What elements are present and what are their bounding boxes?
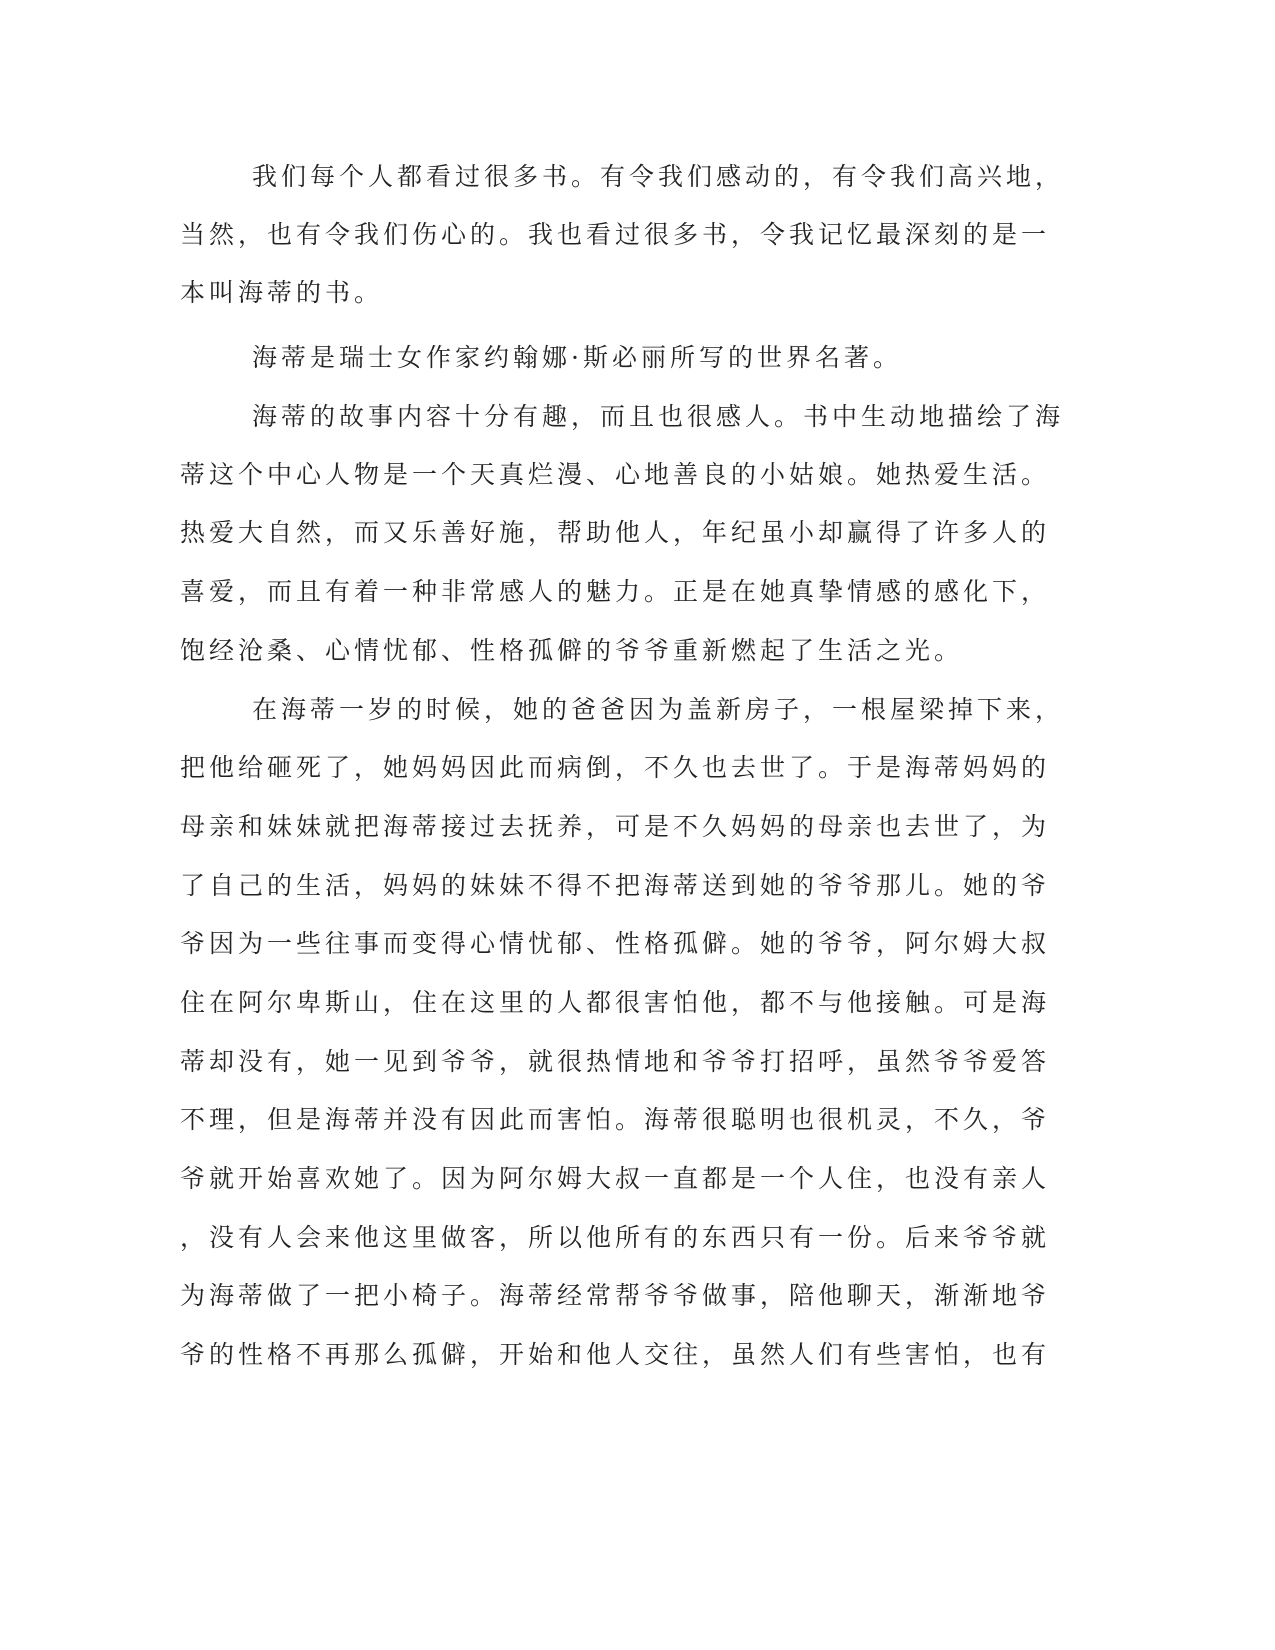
text-line: 爷因为一些往事而变得心情忧郁、性格孤僻。她的爷爷，阿尔姆大叔 <box>180 929 1051 958</box>
text-line: 把他给砸死了，她妈妈因此而病倒，不久也去世了。于是海蒂妈妈的 <box>180 753 1051 782</box>
text-line: 当然，也有令我们伤心的。我也看过很多书，令我记忆最深刻的是一 <box>180 220 1051 249</box>
text-line: 爷就开始喜欢她了。因为阿尔姆大叔一直都是一个人住，也没有亲人 <box>180 1164 1051 1193</box>
text-line: 饱经沧桑、心情忧郁、性格孤僻的爷爷重新燃起了生活之光。 <box>180 636 964 665</box>
text-line: 本叫海蒂的书。 <box>180 278 384 307</box>
text-line: 蒂这个中心人物是一个天真烂漫、心地善良的小姑娘。她热爱生活。 <box>180 460 1051 489</box>
text-line: 在海蒂一岁的时候，她的爸爸因为盖新房子，一根屋梁掉下来， <box>252 695 1065 724</box>
text-line: 住在阿尔卑斯山，住在这里的人都很害怕他，都不与他接触。可是海 <box>180 988 1051 1017</box>
text-line: 不理，但是海蒂并没有因此而害怕。海蒂很聪明也很机灵，不久，爷 <box>180 1105 1051 1134</box>
text-line: 母亲和妹妹就把海蒂接过去抚养，可是不久妈妈的母亲也去世了，为 <box>180 812 1051 841</box>
text-line: 了自己的生活，妈妈的妹妹不得不把海蒂送到她的爷爷那儿。她的爷 <box>180 871 1051 900</box>
text-line: 爷的性格不再那么孤僻，开始和他人交往，虽然人们有些害怕，也有 <box>180 1340 1051 1369</box>
text-line: 我们每个人都看过很多书。有令我们感动的，有令我们高兴地， <box>252 162 1065 191</box>
text-line: 海蒂是瑞士女作家约翰娜·斯必丽所写的世界名著。 <box>252 343 902 372</box>
text-line: 蒂却没有，她一见到爷爷，就很热情地和爷爷打招呼，虽然爷爷爱答 <box>180 1047 1051 1076</box>
text-line: 为海蒂做了一把小椅子。海蒂经常帮爷爷做事，陪他聊天，渐渐地爷 <box>180 1281 1051 1310</box>
text-line: 热爱大自然，而又乐善好施，帮助他人，年纪虽小却赢得了许多人的 <box>180 518 1051 547</box>
text-line: 海蒂的故事内容十分有趣，而且也很感人。书中生动地描绘了海 <box>252 402 1065 431</box>
text-line: 喜爱，而且有着一种非常感人的魅力。正是在她真挚情感的感化下， <box>180 577 1051 606</box>
text-line: ，没有人会来他这里做客，所以他所有的东西只有一份。后来爷爷就 <box>180 1223 1051 1252</box>
